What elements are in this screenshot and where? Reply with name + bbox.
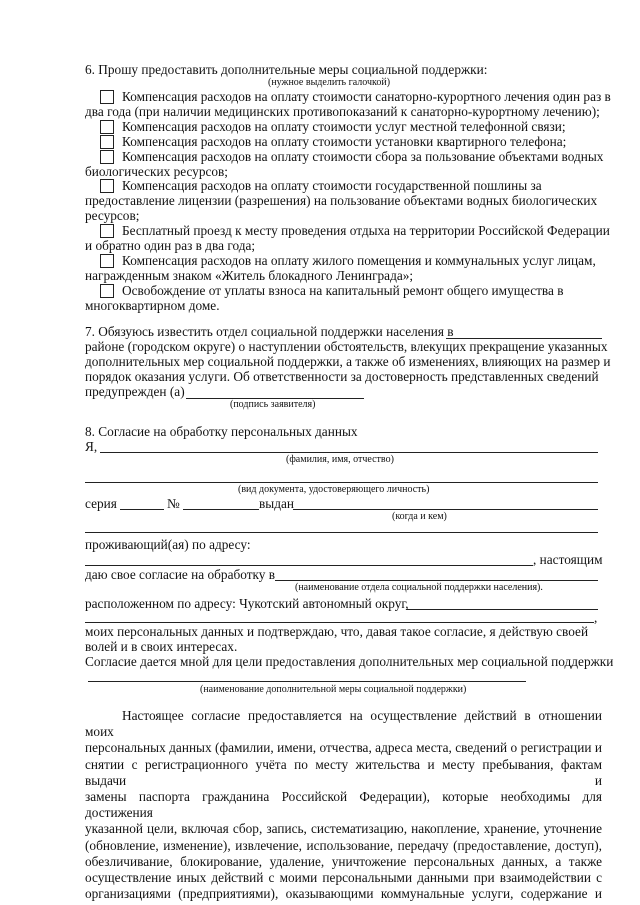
section8-title: 8. Согласие на обработку персональных данных (85, 424, 358, 439)
number-field[interactable] (183, 509, 259, 510)
nastoyaschim-text: , настоящим (533, 552, 603, 567)
id-document-field[interactable] (85, 482, 598, 483)
checkbox-free-travel[interactable] (100, 224, 114, 238)
item-sanatorium-line1: Компенсация расходов на оплату стоимости санаторно-курортного лечения один раз в (122, 89, 611, 104)
my-data-line1: моих персональных данных и подтверждаю, что, давая такое согласие, я действую своей (85, 624, 589, 639)
consent-to-label: даю свое согласие на обработку в (85, 567, 276, 582)
doc-hint: (вид документа, удостоверяющего личность) (238, 484, 430, 495)
checkbox-water-fee[interactable] (100, 150, 114, 164)
located-label: расположенном по адресу: Чукотский автономный округ, (85, 596, 409, 611)
para-line: организациями (предприятиями), оказывающими коммунальные услуги, содержание и (85, 886, 602, 902)
item-housing-line2: награжденным знаком «Житель блокадного Ленинграда»; (85, 268, 414, 283)
item-license-fee-line1: Компенсация расходов на оплату стоимости государственной пошлины за (122, 178, 542, 193)
dept-address-field-cont[interactable] (85, 622, 594, 623)
item-capital-repair-line2: многоквартирном доме. (85, 298, 220, 313)
fio-hint: (фамилия, имя, отчество) (286, 454, 394, 465)
item-license-fee-line3: ресурсов; (85, 208, 140, 223)
item-phone-install: Компенсация расходов на оплату стоимости установки квартирного телефона; (122, 134, 567, 149)
item-water-fee-line1: Компенсация расходов на оплату стоимости сбора за пользование объектами водных (122, 149, 604, 164)
checkbox-phone-service[interactable] (100, 120, 114, 134)
checkbox-license-fee[interactable] (100, 179, 114, 193)
address-label: проживающий(ая) по адресу: (85, 537, 251, 552)
section6-title: 6. Прошу предоставить дополнительные меры социальной поддержки: (85, 62, 488, 77)
section7-line3: дополнительных мер социальной поддержки, а также об изменениях, влияющих на размер и (85, 354, 611, 369)
checkbox-housing[interactable] (100, 254, 114, 268)
para-line: указанной цели, включая сбор, запись, систематизацию, накопление, хранение, уточнение (85, 821, 602, 837)
para-line: (обновление, изменение), извлечение, использование, передачу (предоставление, доступ), (85, 837, 602, 853)
issued-by-field-cont[interactable] (85, 532, 598, 533)
section7-line4: порядок оказания услуги. Об ответственности за достоверность представленных сведений (85, 369, 599, 384)
checkbox-sanatorium[interactable] (100, 90, 114, 104)
checkbox-phone-install[interactable] (100, 135, 114, 149)
section7-line2: районе (городском округе) о наступлении обстоятельств, влекущих прекращение указанных (85, 339, 608, 354)
consent-paragraph (85, 708, 602, 902)
para-line: обезличивание, блокирование, удаление, уничтожение персональных данных, а также (85, 853, 602, 869)
my-data-line2: волей и в своих интересах. (85, 639, 238, 654)
section6-hint: (нужное выделить галочкой) (268, 77, 391, 88)
item-free-travel-line1: Бесплатный проезд к месту проведения отдыха на территории Российской Федерации (122, 223, 610, 238)
seria-label: серия (85, 496, 117, 511)
item-license-fee-line2: предоставление лицензии (разрешения) на пользование объектами водных биологических (85, 193, 598, 208)
vydan-label: выдан (259, 496, 294, 511)
item-capital-repair-line1: Освобождение от уплаты взноса на капитальный ремонт общего имущества в (122, 283, 564, 298)
processing-dept-field[interactable] (275, 580, 598, 581)
address-field[interactable] (85, 565, 533, 566)
item-water-fee-line2: биологических ресурсов; (85, 164, 229, 179)
para-line: замены паспорта гражданина Российской Федерации), которые необходимы для достижения (85, 789, 602, 821)
signature-hint: (подпись заявителя) (230, 399, 316, 410)
ya-label: Я, (85, 439, 98, 454)
fio-field[interactable] (100, 452, 598, 453)
seria-field[interactable] (120, 509, 164, 510)
dept-hint: (наименование отдела социальной поддержки населения). (295, 582, 543, 593)
para-line: Настоящее согласие предоставляется на осуществление действий в отношении моих (85, 708, 602, 740)
section7-line1: 7. Обязуюсь известить отдел социальной поддержки населения в (85, 324, 454, 339)
para-line: осуществление иных действий с моими персональными данными при взаимодействии с (85, 870, 602, 886)
item-phone-service: Компенсация расходов на оплату стоимости услуг местной телефонной связи; (122, 119, 566, 134)
measure-hint: (наименование дополнительной меры социальной поддержки) (200, 684, 467, 695)
checkbox-capital-repair[interactable] (100, 284, 114, 298)
measure-field[interactable] (88, 681, 526, 682)
item-housing-line1: Компенсация расходов на оплату жилого помещения и коммунальных услуг лицам, (122, 253, 596, 268)
section7-line5: предупрежден (а) (85, 384, 185, 399)
dept-address-field[interactable] (406, 609, 598, 610)
item-free-travel-line2: и обратно один раз в два года; (85, 238, 256, 253)
para-line: персональных данных (фамилии, имени, отчества, адреса места, сведений о регистрации и (85, 740, 602, 756)
para-line: снятии с регистрационного учёта по месту жительства и месту пребывания, фактам выдачи и (85, 756, 602, 788)
vydan-hint: (когда и кем) (392, 511, 447, 522)
issued-by-field[interactable] (293, 509, 598, 510)
nomer-label: № (167, 496, 180, 511)
comma-text: , (594, 610, 598, 625)
purpose-line: Согласие дается мной для цели предоставления дополнительных мер социальной поддержки (85, 654, 614, 669)
item-sanatorium-line2: два года (при наличии медицинских противопоказаний к санаторно-курортному лечению); (85, 104, 600, 119)
